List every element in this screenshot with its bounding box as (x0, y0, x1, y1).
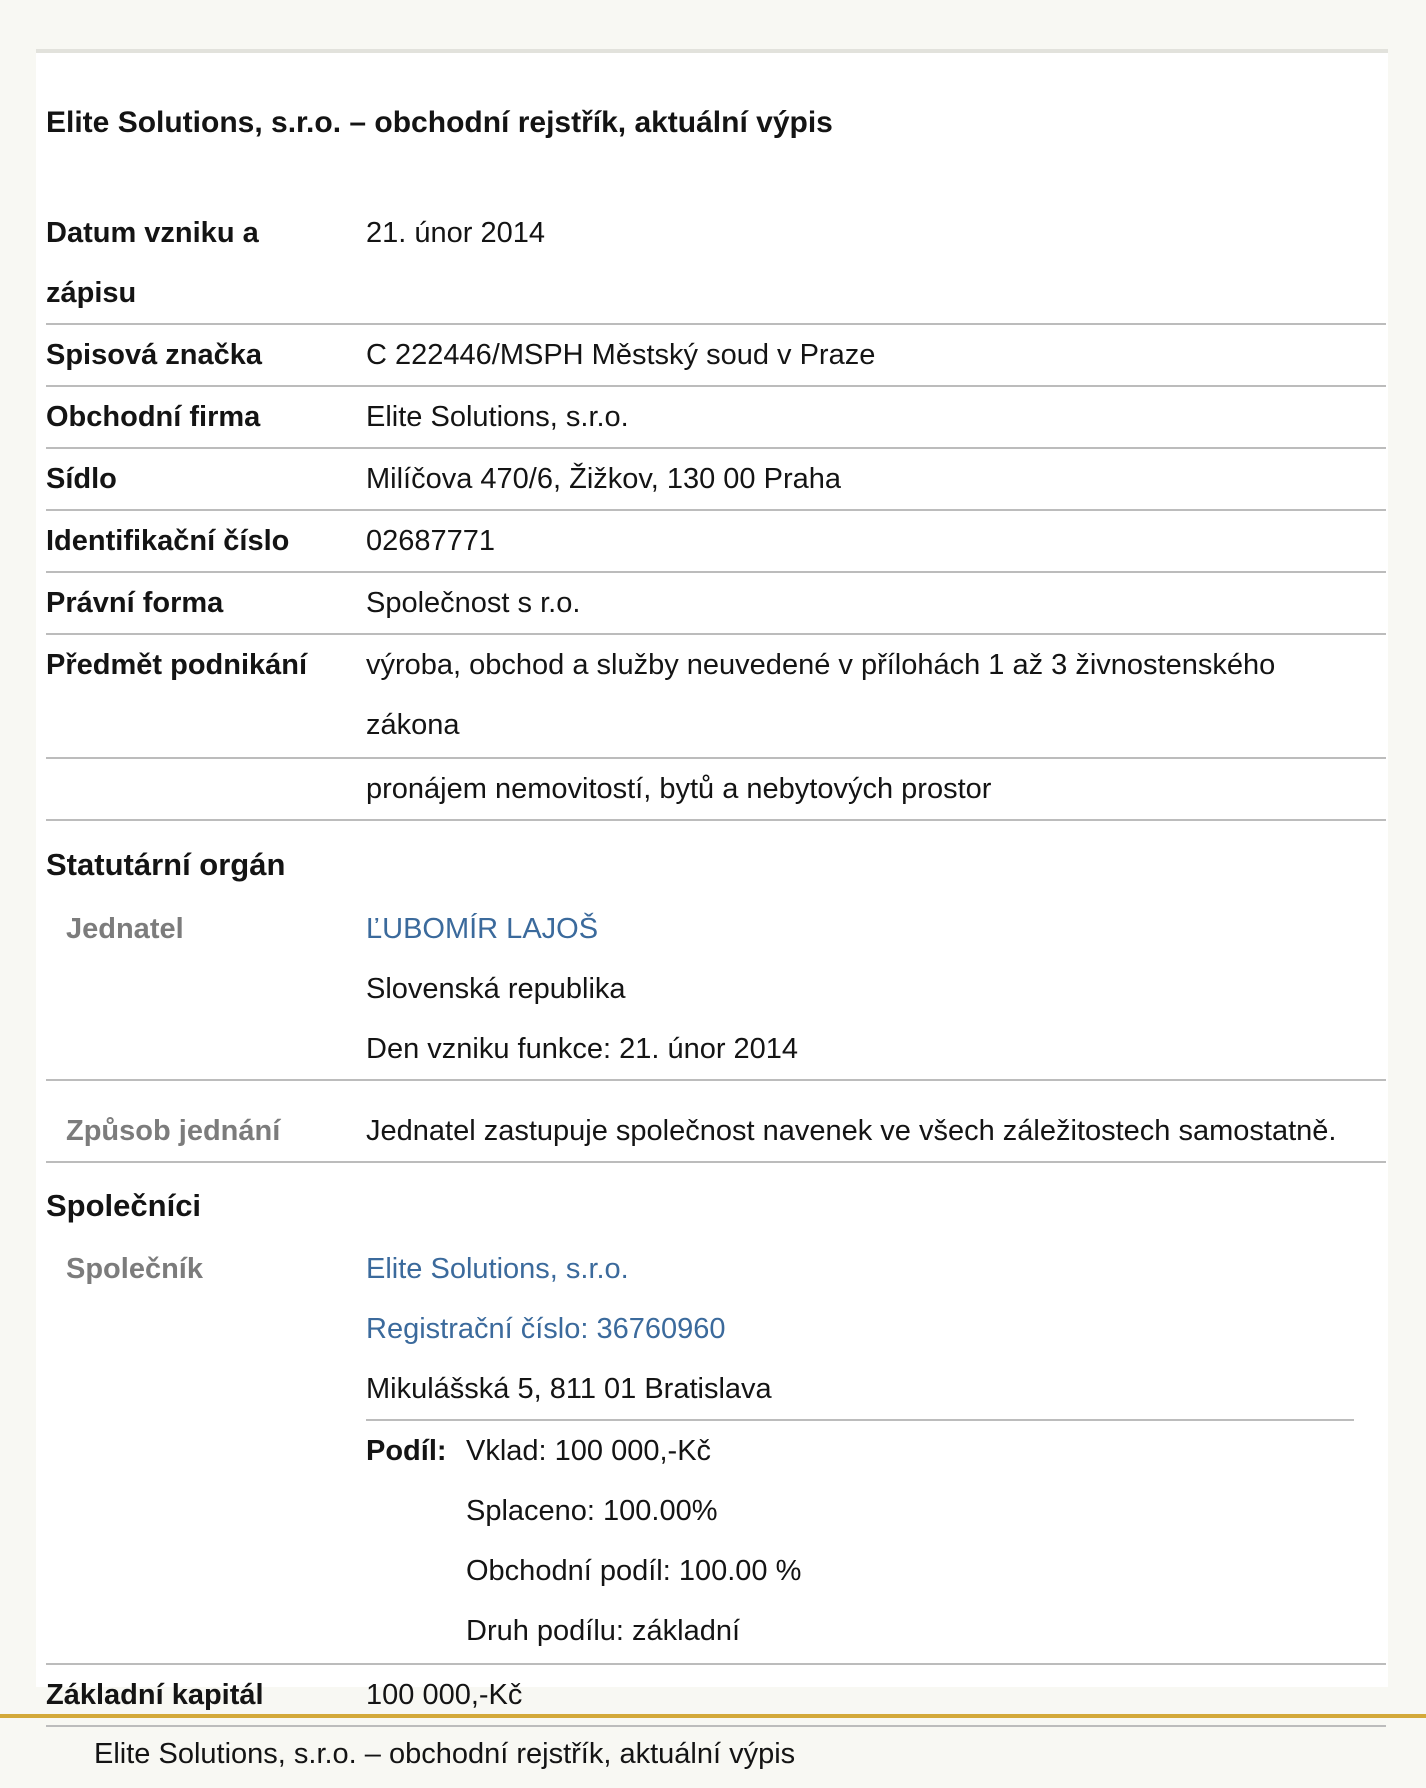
spolecnik-address: Mikulášská 5, 811 01 Bratislava (366, 1373, 772, 1405)
label-zakladni-kapital: Základní kapitál (46, 1679, 264, 1711)
jednatel-country: Slovenská republika (366, 973, 626, 1005)
label-identifikacni-cislo: Identifikační číslo (46, 525, 290, 557)
row-zpusob-jednani (46, 1101, 1386, 1163)
row-predmet-podnikani-2 (46, 759, 1386, 821)
jednatel-since: Den vzniku funkce: 21. únor 2014 (366, 1033, 799, 1065)
value-spolecnik (366, 1239, 1386, 1419)
jednatel-name-link[interactable]: ĽUBOMÍR LAJOŠ (366, 913, 599, 945)
label-pravni-forma: Právní forma (46, 587, 224, 619)
value-zpusob-jednani: Jednatel zastupuje společnost navenek ve všech záležitostech samostatně. (366, 1115, 1337, 1147)
row-jednatel (46, 899, 1386, 1081)
label-spisova-znacka: Spisová značka (46, 339, 262, 371)
page-title: Elite Solutions, s.r.o. – obchodní rejstřík, aktuální výpis (46, 106, 833, 139)
label-predmet-podnikani: Předmět podnikání (46, 649, 308, 681)
value-predmet-podnikani: výroba, obchod a služby neuvedené v přílohách 1 až 3 živnostenského zákona (366, 649, 1276, 741)
value-sidlo: Milíčova 470/6, Žižkov, 130 00 Praha (366, 463, 841, 495)
value-zakladni-kapital: 100 000,-Kč (366, 1679, 523, 1711)
registry-card (36, 49, 1388, 1711)
row-pravni-forma (46, 573, 1386, 635)
row-datum-vzniku (46, 203, 1386, 325)
row-spisova-znacka (46, 325, 1386, 387)
podil-obchodni: Obchodní podíl: 100.00 % (466, 1555, 802, 1587)
podil-druh: Druh podílu: základní (466, 1615, 741, 1647)
spolecnik-reg-link[interactable]: Registrační číslo: 36760960 (366, 1313, 726, 1345)
label-sidlo: Sídlo (46, 463, 117, 495)
value-pravni-forma: Společnost s r.o. (366, 587, 581, 619)
row-predmet-podnikani (46, 635, 1386, 759)
row-spolecnik (46, 1239, 1386, 1665)
label-obchodni-firma: Obchodní firma (46, 401, 261, 433)
spolecnik-name-link[interactable]: Elite Solutions, s.r.o. (366, 1253, 629, 1285)
row-identifikacni-cislo (46, 511, 1386, 573)
podil-splaceno: Splaceno: 100.00% (466, 1495, 718, 1527)
value-spisova-znacka: C 222446/MSPH Městský soud v Praze (366, 339, 876, 371)
value-jednatel (366, 899, 1386, 1079)
footer-text: Elite Solutions, s.r.o. – obchodní rejstřík, aktuální výpis (94, 1738, 796, 1770)
podil-values (466, 1421, 801, 1661)
podil-vklad: Vklad: 100 000,-Kč (466, 1435, 712, 1467)
section-spolecnici: Společníci (46, 1188, 202, 1223)
label-spolecnik: Společník (66, 1253, 203, 1285)
value-predmet-podnikani-2: pronájem nemovitostí, bytů a nebytových prostor (366, 773, 992, 805)
value-obchodni-firma: Elite Solutions, s.r.o. (366, 401, 629, 433)
footer-divider (0, 1714, 1426, 1718)
label-datum-vzniku: Datum vzniku a zápisu (46, 217, 259, 309)
section-statutarni-organ: Statutární orgán (46, 847, 286, 882)
value-identifikacni-cislo: 02687771 (366, 525, 496, 557)
row-sidlo (46, 449, 1386, 511)
value-datum-vzniku: 21. únor 2014 (366, 217, 545, 249)
podil-label: Podíl: (366, 1435, 447, 1467)
row-obchodni-firma (46, 387, 1386, 449)
label-zpusob-jednani: Způsob jednání (66, 1115, 281, 1147)
label-jednatel: Jednatel (66, 913, 184, 945)
